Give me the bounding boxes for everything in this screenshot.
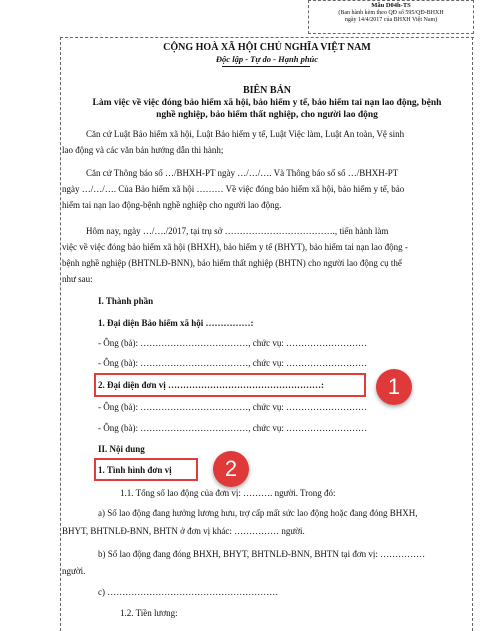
highlight-box-representative (94, 373, 366, 397)
section-1-1-heading: 1. Đại diện Bảo hiểm xã hội ……………: (98, 318, 254, 328)
labor-item-c: c) ………………………………………………… (98, 587, 279, 597)
person-line-4: - Ông (bà): ………………………………, chức vụ: ……………………… (98, 423, 368, 433)
person-line-2: - Ông (bà): ………………………………, chức vụ: ……………………… (98, 358, 368, 368)
labor-item-b-cont: người. (62, 566, 86, 576)
paragraph-notice-cont-2: hiểm tai nạn lao động-bệnh nghề nghiệp cho người lao động. (62, 200, 282, 210)
paragraph-meeting-cont-1: việc về việc đóng bảo hiểm xã hội (BHXH), bảo hiểm y tế (BHYT), bảo hiểm tai nạn lao động - (62, 242, 408, 252)
form-code: Mẫu D04h-TS (371, 2, 411, 9)
labor-total-line: 1.1. Tổng số lao động của đơn vị: ………. người. Trong đó: (120, 488, 336, 498)
paragraph-notice: Căn cứ Thông báo số …/BHXH-PT ngày …/…/…. Và Thông báo số số …/BHXH-PT (86, 168, 399, 178)
section-2-1-heading: 1. Tình hình đơn vị (98, 465, 172, 475)
paragraph-meeting-cont-2: bệnh nghề nghiệp (BHTNLĐ-BNN), bảo hiểm thất nghiệp (BHTN) cho người lao động cụ thể (62, 258, 402, 268)
paragraph-notice-cont-1: ngày …/…/…. Của Bảo hiểm xã hội ……… Về việc đóng bảo hiểm xã hội, bảo hiểm y tế, bảo (62, 184, 405, 194)
document-title: BIÊN BẢN (242, 85, 292, 96)
paragraph-meeting: Hôm nay, ngày …/…./2017, tại trụ sở ………………………………., tiến hành làm (86, 226, 389, 236)
person-line-3: - Ông (bà): ………………………………, chức vụ: ……………………… (98, 402, 368, 412)
step-badge-2: 2 (213, 451, 249, 487)
paragraph-meeting-cont-3: như sau: (62, 274, 93, 284)
form-code-note-1: (Ban hành kèm theo QĐ số 595/QĐ-BHXH (338, 9, 444, 16)
highlight-box-unit-status (94, 458, 198, 481)
section-2-heading: II. Nội dung (98, 444, 145, 454)
labor-item-a: a) Số lao động đang hưởng lương hưu, trợ cấp mất sức lao động hoặc đang đóng BHXH, (98, 508, 418, 518)
labor-item-b: b) Số lao động đang đóng BHXH, BHYT, BHTNLĐ-BNN, BHTN tại đơn vị: …………… (98, 549, 426, 559)
labor-item-a-cont: BHYT, BHTNLĐ-BNN, BHTN ở đơn vị khác: …………… người. (62, 526, 305, 536)
section-1-2-heading: 2. Đại diện đơn vị ……………………………………………: (98, 380, 324, 390)
document-border-right (472, 37, 473, 631)
salary-line: 1.2. Tiền lương: (120, 608, 178, 618)
step-badge-1: 1 (376, 369, 412, 405)
nation-heading: CỘNG HOÀ XÃ HỘI CHỦ NGHĨA VIỆT NAM (163, 42, 371, 53)
person-line-1: - Ông (bà): ………………………………, chức vụ: ……………………… (98, 338, 368, 348)
document-subtitle-line-1: Làm việc về việc đóng bảo hiểm xã hội, bảo hiểm y tế, bảo hiểm tai nạn lao động, bệnh (92, 98, 442, 108)
form-code-box (308, 0, 474, 34)
document-subtitle-line-2: nghề nghiệp, bảo hiểm thất nghiệp, cho người lao động (156, 110, 378, 120)
motto-underline (222, 66, 310, 67)
section-1-heading: I. Thành phần (98, 296, 154, 306)
form-code-note-2: ngày 14/4/2017 của BHXH Việt Nam) (344, 17, 438, 23)
paragraph-legal-basis-1: Căn cứ Luật Bảo hiểm xã hội, Luật Bảo hiểm y tế, Luật Việc làm, Luật An toàn, Vệ sinh (86, 129, 405, 139)
paragraph-legal-basis-1-cont: lao động và các văn bản hướng dẫn thi hành; (62, 145, 224, 155)
document-border-left (60, 37, 61, 631)
document-border-top (60, 37, 474, 38)
motto: Độc lập - Tự do - Hạnh phúc (215, 54, 319, 64)
